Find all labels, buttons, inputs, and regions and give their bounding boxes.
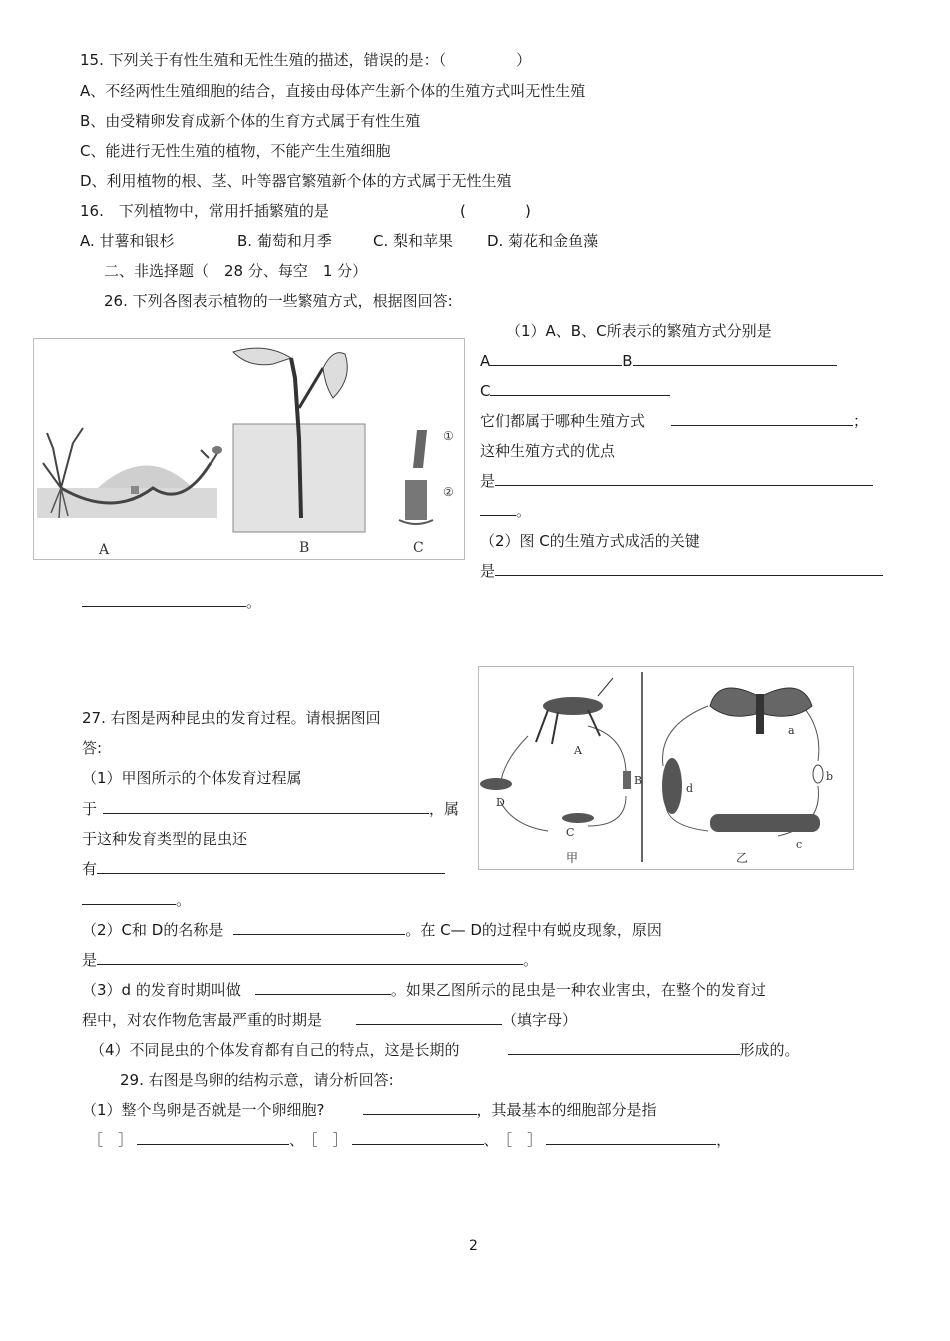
propagation-figure [33,338,465,560]
q15-option-c: C、能进行无性生殖的植物，不能产生生殖细胞 [80,142,391,160]
q27-shu: ，属 [429,800,460,818]
q26-shi: 是 [480,472,496,490]
q27-blank-stage[interactable] [255,980,391,995]
fig-label-a: A [99,542,110,558]
jia-label-b: B [634,774,643,787]
q26-adv-question: 这种生殖方式的优点 [480,442,616,460]
q26-blank-adv[interactable] [495,471,873,486]
q29-blank-yesno[interactable] [363,1100,477,1115]
q15-option-d: D、利用植物的根、茎、叶等器官繁殖新个体的方式属于无性生殖 [80,172,512,190]
q27-you: 有 [82,860,98,878]
q26-blank-adv-cont[interactable] [480,501,516,516]
q29-blank-part-1[interactable] [137,1130,289,1145]
q29-sub1-line [82,1100,657,1120]
q15-option-a: A、不经两性生殖细胞的结合，直接由母体产生新个体的生殖方式叫无性生殖 [80,82,586,100]
q29-sub1a: （1）整个鸟卵是否就是一个卵细胞? [82,1101,325,1119]
q26-label-b: B [622,352,633,370]
q26-blank-c[interactable] [490,381,670,396]
q26-blank-key[interactable] [495,561,883,576]
q26-semicolon: ； [853,412,869,430]
q27-reason-line [82,950,538,970]
q15-option-b: B、由受精卵发育成新个体的生育方式属于有性生殖 [80,112,421,130]
q27-sub1b: 于这种发育类型的昆虫还 [82,830,248,848]
jia-label-a: A [574,744,582,757]
q26-key-line2 [82,592,261,612]
q26-type-line [480,411,868,431]
q27-sub3c-line [82,1010,577,1030]
insect-development-figure [478,666,854,870]
q29-sub1b: ，其最基本的细胞部分是指 [476,1101,657,1119]
q26-adv-line [480,471,873,491]
q27-blank-examples[interactable] [97,859,445,874]
q16-stem: 16. 下列植物中，常用扦插繁殖的是 [80,202,329,220]
q27-you-line2 [82,890,191,910]
q27-sub3-line [82,980,766,1000]
fig-label-b: B [299,540,310,556]
q27-shi: 是 [82,951,98,969]
q29-comma: ， [716,1131,732,1149]
q16-option-c: C. 梨和苹果 [373,232,454,250]
q27-sub4-line [90,1040,800,1060]
q27-blank-letter[interactable] [356,1010,502,1025]
q27-sub2a: （2）C和 D的名称是 [82,921,224,939]
q29-blank-part-2[interactable] [352,1130,484,1145]
q27-sub3d: （填字母） [502,1011,578,1029]
q27-sub3c: 程中，对农作物危害最严重的时期是 [82,1011,323,1029]
q27-blank-evolution[interactable] [508,1040,740,1055]
graft-mark-1: ① [443,429,454,443]
q27-sub2b: 。在 C— D的过程中有蜕皮现象，原因 [405,921,662,939]
q29-bracket-1: ［ ］ [88,1131,134,1149]
q29-brackets-line [88,1130,731,1150]
q26-blank-b[interactable] [633,351,837,366]
q26-type-question: 它们都属于哪种生殖方式 [480,412,646,430]
q27-blank-type[interactable] [103,799,429,814]
q27-stem2: 答: [82,739,103,757]
jia-label-c: C [566,826,575,839]
q27-blank-names[interactable] [233,920,405,935]
q15-stem: 15. 下列关于有性生殖和无性生殖的描述，错误的是：（ [80,51,447,69]
caption-jia: 甲 [566,851,579,865]
q16-option-a: A. 甘薯和银杉 [80,232,175,250]
section-title: 二、非选择题（ 28 分、每空 1 分） [104,262,368,280]
q26-shi2: 是 [480,562,496,580]
q27-blank-reason[interactable] [97,950,523,965]
q15-paren-close: ） [516,51,532,69]
q27-sub4a: （4）不同昆虫的个体发育都有自己的特点，这是长期的 [90,1041,460,1059]
q27-sub3b: 。如果乙图所示的昆虫是一种农业害虫，在整个的发育过 [390,981,766,999]
q27-you-line [82,859,445,879]
q26-sub1: （1）A、B、C所表示的繁殖方式分别是 [506,322,772,340]
q26-blank-c-line [480,381,670,401]
q26-key-line [480,561,883,581]
q29-dun-1: 、 [289,1131,305,1149]
q26-sub2: （2）图 C的生殖方式成活的关键 [480,532,700,550]
q27-yu: 于 [82,800,98,818]
q27-blank-examples-cont[interactable] [82,890,176,905]
q27-sub3a: （3）d 的发育时期叫做 [82,981,241,999]
q26-label-a: A [480,352,491,370]
q16-option-b: B. 葡萄和月季 [237,232,332,250]
q16-paren-open: ( [460,202,466,220]
q27-sub1: （1）甲图所示的个体发育过程属 [82,769,302,787]
q29-blank-part-3[interactable] [546,1130,716,1145]
q29-bracket-3: ［ ］ [504,1131,543,1149]
q27-end2: 。 [523,951,539,969]
yi-label-b: b [826,770,834,783]
q16-option-d: D. 菊花和金鱼藻 [487,232,599,250]
page-number: 2 [469,1238,478,1254]
q27-sub1-line [82,799,459,819]
q26-blank-key-cont[interactable] [82,592,246,607]
q29-bracket-2: ［ ］ [310,1131,348,1149]
yi-label-d: d [686,782,694,795]
q26-blank-ab-line [480,351,837,371]
q27-end1: 。 [176,891,192,909]
q26-blank-a[interactable] [490,351,622,366]
graft-mark-2: ② [443,485,454,499]
q26-stem: 26. 下列各图表示植物的一些繁殖方式，根据图回答: [104,292,453,310]
q27-stem1: 27. 右图是两种昆虫的发育过程。请根据图回 [82,709,381,727]
q26-end-period2: 。 [246,593,262,611]
q26-label-c: C [480,382,491,400]
q27-sub2-line [82,920,662,940]
yi-label-a: a [788,724,795,737]
caption-yi: 乙 [736,851,749,865]
q16-paren-close: ) [525,202,531,220]
jia-label-d: D [496,796,505,809]
fig-label-c: C [413,540,424,556]
q15-stem-line [80,50,531,70]
q26-adv-line2 [480,501,531,521]
yi-label-c: c [796,838,803,851]
q29-dun-2: 、 [483,1131,499,1149]
q26-blank-type[interactable] [671,411,853,426]
q29-stem: 29. 右图是鸟卵的结构示意，请分析回答: [120,1071,394,1089]
q26-end-period: 。 [516,502,532,520]
q27-sub4b: 形成的。 [739,1041,800,1059]
